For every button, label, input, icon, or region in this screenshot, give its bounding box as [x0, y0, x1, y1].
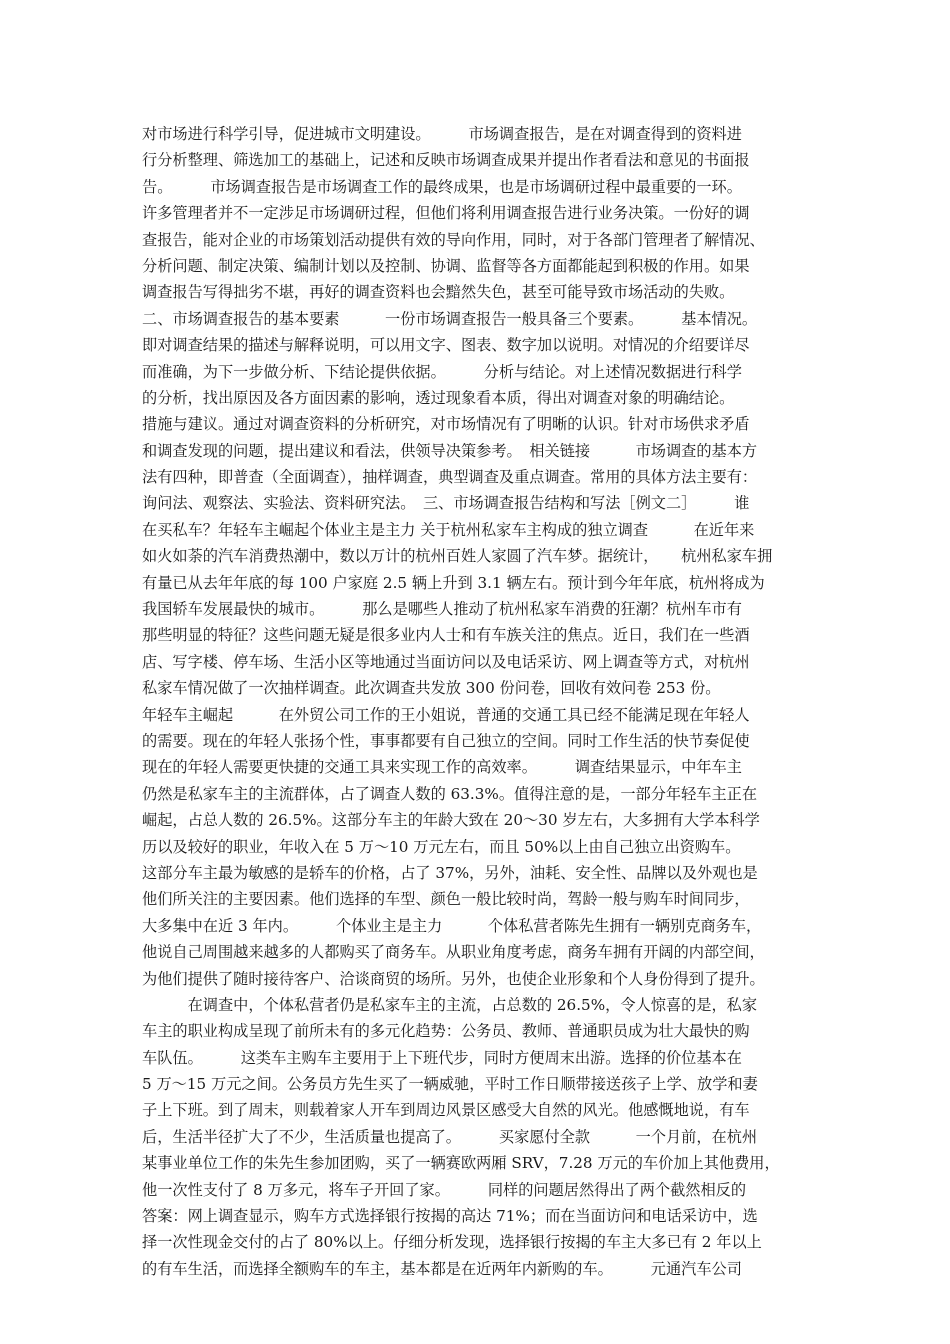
text-line: 择一次性现金交付的占了 80%以上。仔细分析发现，选择银行按揭的车主大多已有 2 年以上	[142, 1233, 762, 1252]
section-heading-line: 询问法、观察法、实验法、资料研究法。 三、市场调查报告结构和写法［例文二］ 谁	[142, 494, 750, 513]
text-line: 5 万～15 万元之间。公务员方先生买了一辆威驰，平时工作日顺带接送孩子上学、放学和妻	[142, 1075, 758, 1094]
text-line: 崛起，占总人数的 26.5%。这部分车主的年龄大致在 20～30 岁左右，大多拥有大学本科学	[142, 811, 760, 830]
text-line: 措施与建议。通过对调查资料的分析研究，对市场情况有了明晰的认识。针对市场供求矛盾	[142, 415, 750, 434]
text-line: 而准确，为下一步做分析、下结论提供依据。 分析与结论。对上述情况数据进行科学	[142, 362, 742, 381]
text-line: 仍然是私家车主的主流群体，占了调查人数的 63.3%。值得注意的是，一部分年轻车主正在	[142, 784, 758, 803]
text-line: 答案：网上调查显示，购车方式选择银行按揭的高达 71%；而在当面访问和电话采访中，选	[142, 1207, 758, 1226]
text-line: 许多管理者并不一定涉足市场调研过程，但他们将利用调查报告进行业务决策。一份好的调	[142, 204, 750, 223]
text-line: 车队伍。 这类车主购车主要用于上下班代步，同时方便周末出游。选择的价位基本在	[142, 1048, 742, 1067]
text-line: 分析问题、制定决策、编制计划以及控制、协调、监督等各方面都能起到积极的作用。如果	[142, 256, 750, 275]
text-line: 店、写字楼、停车场、生活小区等地通过当面访问以及电话采访、网上调查等方式，对杭州	[142, 652, 750, 671]
text-line: 的有车生活，而选择全额购车的车主，基本都是在近两年内新购的车。 元通汽车公司	[142, 1259, 742, 1278]
text-line: 子上下班。到了周末，则载着家人开车到周边风景区感受大自然的风光。他感慨地说，有车	[142, 1101, 750, 1120]
text-line: 法有四种，即普查（全面调查），抽样调查，典型调查及重点调查。常用的具体方法主要有：	[142, 468, 758, 487]
text-line: 即对调查结果的描述与解释说明，可以用文字、图表、数字加以说明。对情况的介绍要详尽	[142, 336, 750, 355]
text-line: 有量已从去年年底的每 100 户家庭 2.5 辆上升到 3.1 辆左右。预计到今年年底，杭州将成为	[142, 573, 765, 592]
text-line: 年轻车主崛起 在外贸公司工作的王小姐说，普通的交通工具已经不能满足现在年轻人	[142, 705, 750, 724]
text-line: 为他们提供了随时接待客户、洽谈商贸的场所。另外，也使企业形象和个人身份得到了提升。	[142, 969, 765, 988]
text-line: 他们所关注的主要因素。他们选择的车型、颜色一般比较时尚，驾龄一般与购车时间同步，	[142, 890, 750, 909]
text-line: 现在的年轻人需要更快捷的交通工具来实现工作的高效率。 调查结果显示，中年车主	[142, 758, 742, 777]
section-heading-line: 二、市场调查报告的基本要素 一份市场调查报告一般具备三个要素。 基本情况。	[142, 309, 758, 328]
text-line: 大多集中在近 3 年内。 个体业主是主力 个体私营者陈先生拥有一辆别克商务车，	[142, 916, 762, 935]
text-line: 调查报告写得拙劣不堪，再好的调查资料也会黯然失色，甚至可能导致市场活动的失败。	[142, 283, 735, 302]
text-line: 私家车情况做了一次抽样调查。此次调查共发放 300 份问卷，回收有效问卷 253 份。	[142, 679, 721, 698]
text-line: 那些明显的特征？这些问题无疑是很多业内人士和有车族关注的焦点。近日，我们在一些酒	[142, 626, 750, 645]
text-line: 某事业单位工作的朱先生参加团购，买了一辆赛欧两厢 SRV，7.28 万元的车价加上其他费用，	[142, 1154, 780, 1173]
text-line: 车主的职业构成呈现了前所未有的多元化趋势：公务员、教师、普通职员成为壮大最快的购	[142, 1022, 750, 1041]
text-line: 这部分车主最为敏感的是轿车的价格，占了 37%，另外，油耗、安全性、品牌以及外观也是	[142, 863, 758, 882]
text-line: 告。 市场调查报告是市场调查工作的最终成果，也是市场调研过程中最重要的一环。	[142, 177, 742, 196]
text-line: 在买私车？年轻车主崛起个体业主是主力 关于杭州私家车主构成的独立调查 在近年来	[142, 520, 755, 539]
text-line: 行分析整理、筛选加工的基础上，记述和反映市场调查成果并提出作者看法和意见的书面报	[142, 151, 750, 170]
document-body	[142, 121, 822, 1282]
text-line: 对市场进行科学引导，促进城市文明建设。 市场调查报告，是在对调查得到的资料进	[142, 125, 742, 143]
text-line: 后，生活半径扩大了不少，生活质量也提高了。 买家愿付全款 一个月前，在杭州	[142, 1127, 758, 1146]
text-line: 他一次性支付了 8 万多元，将车子开回了家。 同样的问题居然得出了两个截然相反的	[142, 1180, 747, 1199]
text-line: 和调查发现的问题，提出建议和看法，供领导决策参考。 相关链接 市场调查的基本方	[142, 441, 758, 460]
text-line: 历以及较好的职业，年收入在 5 万～10 万元左右，而且 50%以上由自己独立出资购车。	[142, 837, 741, 856]
text-line: 如火如荼的汽车消费热潮中，数以万计的杭州百姓人家圆了汽车梦。据统计， 杭州私家车拥	[142, 547, 773, 566]
text-line: 的分析，找出原因及各方面因素的影响，透过现象看本质，得出对调查对象的明确结论。	[142, 388, 735, 407]
text-line: 在调查中，个体私营者仍是私家车主的主流，占总数的 26.5%，令人惊喜的是，私家	[142, 995, 758, 1014]
text-line: 查报告，能对企业的市场策划活动提供有效的导向作用，同时，对于各部门管理者了解情况、	[142, 230, 765, 249]
text-line: 的需要。现在的年轻人张扬个性，事事都要有自己独立的空间。同时工作生活的快节奏促使	[142, 731, 750, 750]
text-line: 他说自己周围越来越多的人都购买了商务车。从职业角度考虑，商务车拥有开阔的内部空间，	[142, 943, 765, 962]
text-line: 我国轿车发展最快的城市。 那么是哪些人推动了杭州私家车消费的狂潮？杭州车市有	[142, 600, 742, 619]
